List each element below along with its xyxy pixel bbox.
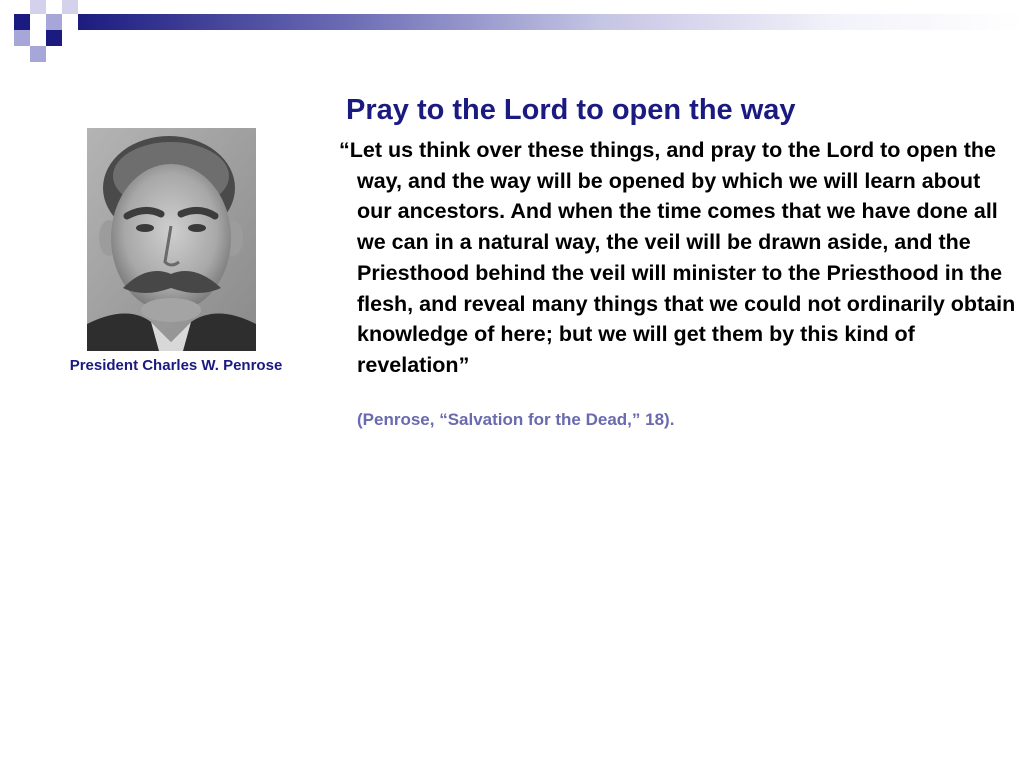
slide-title: Pray to the Lord to open the way [346,94,796,126]
portrait-caption: President Charles W. Penrose [69,357,283,374]
quote-citation: (Penrose, “Salvation for the Dead,” 18). [357,410,675,429]
corner-square-navy [14,14,30,30]
corner-square-pale [30,0,46,14]
quote-text: “Let us think over these things, and pray to the Lord to open the way, and the way will be opened by which we will learn about our ancestors. And when the time comes that we have done all we can in a natural way, the veil will be drawn aside, and the Priesthood behind the veil will minister to the Priesthood in the flesh, and reveal many things that we could not ordinarily obtain knowledge of here; but we will get them by this kind of revelation” [339,138,1016,377]
corner-square-navy [46,30,62,46]
corner-square-lavender [30,46,46,62]
header-gradient-bar [78,14,1024,30]
corner-square-pale [62,0,78,14]
portrait-illustration [87,128,256,351]
corner-square-lavender [46,14,62,30]
corner-square-lavender [14,30,30,46]
portrait-image [87,128,256,351]
